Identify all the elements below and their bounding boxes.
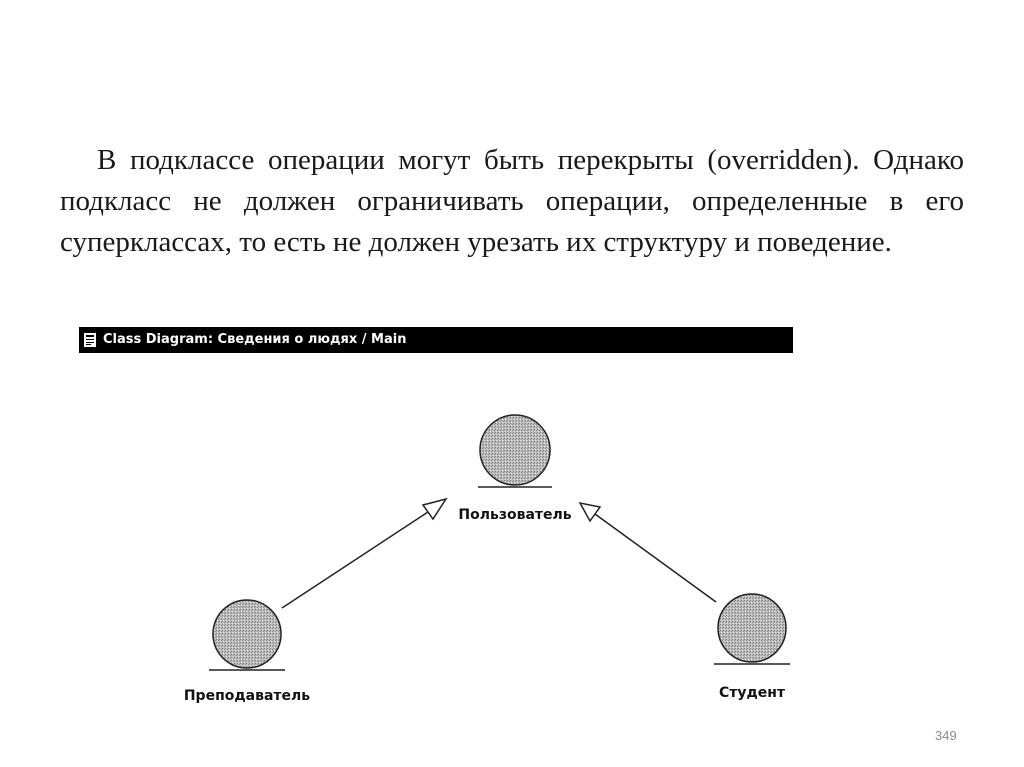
- class-label-student: Студент: [718, 685, 786, 701]
- class-node-user-circle: [480, 415, 550, 485]
- window-title: Class Diagram: Сведения о людях / Main: [103, 332, 407, 347]
- class-diagram-icon: [83, 332, 97, 348]
- generalization-teacher-user[interactable]: [282, 499, 446, 608]
- class-node-user[interactable]: [458, 415, 571, 523]
- body-paragraph: В подклассе операции могут быть перекрыты (overridden). Однако подкласс не должен ограничивать операции, определенные в его суперклассах, то есть не должен урезать их структуру и поведение.: [60, 144, 964, 258]
- page-number: 349: [935, 728, 957, 743]
- window-titlebar[interactable]: [79, 327, 793, 353]
- class-label-teacher: Преподаватель: [183, 688, 311, 704]
- class-label-user: Пользователь: [458, 507, 572, 523]
- generalization-student-user[interactable]: [580, 503, 716, 602]
- class-node-student[interactable]: [714, 594, 790, 701]
- class-node-teacher-circle: [213, 600, 281, 668]
- class-node-teacher[interactable]: [184, 600, 310, 704]
- class-node-student-circle: [718, 594, 786, 662]
